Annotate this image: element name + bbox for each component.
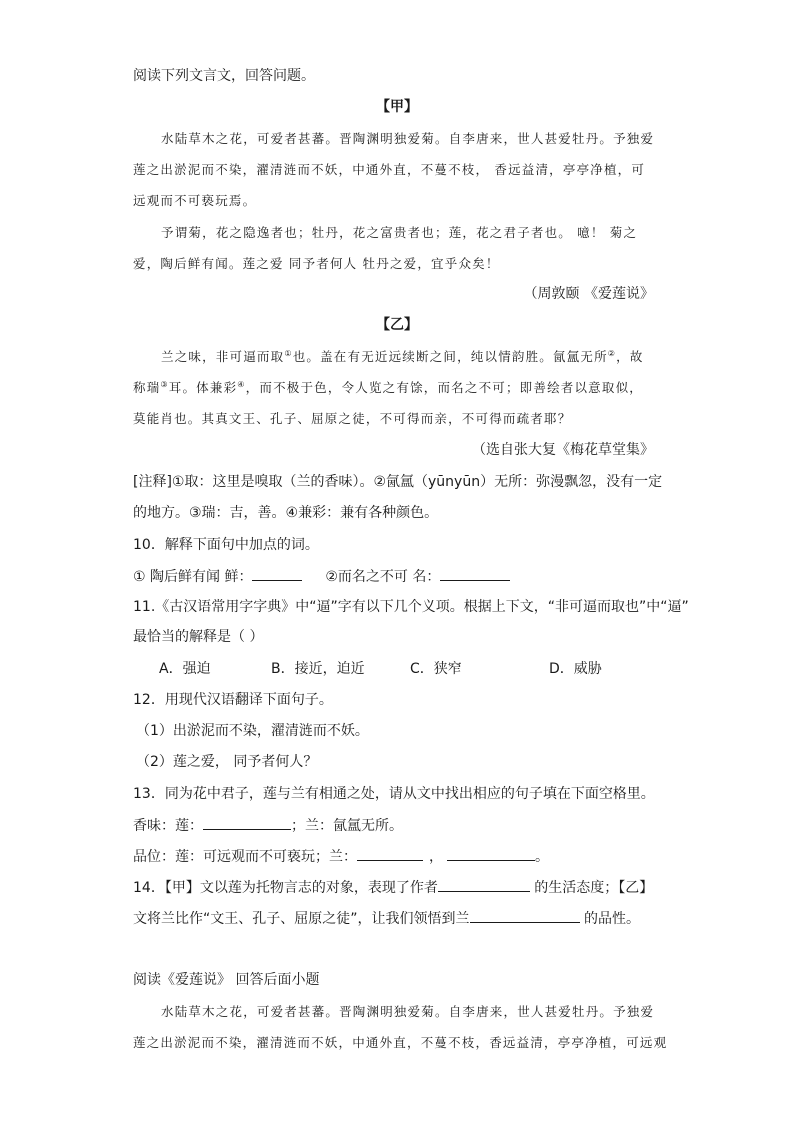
- section-heading-yi: 【乙】: [376, 317, 418, 333]
- q14-answer-blank-2[interactable]: [470, 908, 580, 923]
- q14-line-1-text-b: 的生活态度；【乙】: [529, 880, 654, 896]
- reading-instruction-2: 阅读《爱莲说》 回答后面小题: [133, 972, 320, 988]
- question-12-item-2: （2）莲之爱， 同予者何人？: [136, 754, 318, 770]
- passage-2-line-1: 水陆草木之花，可爱者甚蕃。晋陶渊明独爱菊。自李唐来，世人甚爱牡丹。予独爱: [161, 1004, 655, 1019]
- jia-paragraph-1-line-1: 水陆草木之花，可爱者甚蕃。晋陶渊明独爱菊。自李唐来，世人甚爱牡丹。予独爱: [161, 131, 655, 146]
- yi-line-2-text-a: 称瑞: [133, 380, 161, 395]
- q13-answer-blank-orchid-2[interactable]: [447, 846, 535, 861]
- q13-answer-blank-lotus-fragrance[interactable]: [203, 815, 291, 830]
- jia-paragraph-1-line-3: 远观而不可亵玩焉。: [133, 193, 257, 208]
- jia-paragraph-2-line-1: 予谓菊，花之隐逸者也；牡丹，花之富贵者也；莲，花之君子者也。 噫！ 菊之: [161, 225, 638, 240]
- q14-line-1-text-a: 14．【甲】文以莲为托物言志的对象，表现了作者: [133, 880, 438, 896]
- yi-line-1-text-b: 也。盖在有无近远续断之间，纯以情韵胜。氤氲无所: [292, 349, 608, 364]
- question-10: 10．解释下面句中加点的词。: [133, 537, 319, 553]
- question-14-line-1: [133, 877, 653, 898]
- q11-option-a[interactable]: A．强迫: [159, 661, 211, 677]
- note-marker-1: ①: [284, 348, 293, 358]
- yi-line-1: [161, 347, 644, 367]
- q14-answer-blank-1[interactable]: [438, 877, 530, 892]
- q13-comma: ，: [429, 849, 443, 865]
- question-12-item-1: （1）出淤泥而不染，濯清涟而不妖。: [136, 723, 369, 739]
- question-12: 12．用现代汉语翻译下面句子。: [133, 692, 333, 708]
- passage-2-line-2: 莲之出淤泥而不染，濯清涟而不妖，中通外直，不蔓不枝，香远益清，亭亭净植，可远观: [133, 1035, 668, 1050]
- q11-option-d[interactable]: D．威胁: [549, 661, 602, 677]
- question-11-line-2: 最恰当的解释是（ ）: [133, 629, 264, 645]
- yi-source: （选自张大复《梅花草堂集》: [472, 442, 654, 458]
- q13-character-label: 品位：莲：可远观而不可亵玩；兰：: [133, 849, 357, 865]
- q13-period: 。: [535, 849, 549, 865]
- yi-line-2-text-b: 耳。体兼彩: [168, 380, 238, 395]
- note-marker-2: ②: [607, 348, 617, 358]
- q10-answer-blank-b[interactable]: [440, 566, 510, 581]
- q11-option-c[interactable]: C．狭窄: [410, 661, 462, 677]
- yi-line-2: [133, 378, 643, 398]
- jia-paragraph-2-line-2: 爱，陶后鲜有闻。莲之爱 同予者何人 牡丹之爱，宜乎众矣！: [133, 256, 500, 271]
- q13-answer-blank-orchid-1[interactable]: [357, 846, 423, 861]
- q10-item-a: ① 陶后鲜有闻 鲜：: [133, 569, 253, 585]
- yi-line-1-text-a: 兰之味，非可逼而取: [161, 349, 285, 364]
- reading-instruction: 阅读下列文言文，回答问题。: [133, 68, 315, 84]
- section-heading-jia: 【甲】: [376, 99, 418, 115]
- notes-line-2: 的地方。③瑞：吉，善。④兼彩：兼有各种颜色。: [133, 505, 439, 521]
- question-13: 13．同为花中君子，莲与兰有相通之处，请从文中找出相应的句子填在下面空格里。: [133, 786, 655, 802]
- q14-line-2-text-b: 的品性。: [579, 911, 640, 927]
- yi-line-1-text-c: ，故: [616, 349, 644, 364]
- jia-paragraph-1-line-2: 莲之出淤泥而不染，濯清涟而不妖，中通外直，不蔓不枝， 香远益清，亭亭净植，可: [133, 162, 646, 177]
- question-11-line-1: 11.《古汉语常用字字典》中“逼”字有以下几个义项。根据上下文，“非可逼而取也”中“逼”: [133, 599, 689, 615]
- q13-fragrance-label: 香味：莲：: [133, 818, 203, 834]
- q14-line-2-text-a: 文将兰比作“文王、孔子、屈原之徒”，让我们领悟到兰: [133, 911, 470, 927]
- question-13-character: [133, 846, 549, 867]
- question-13-fragrance: [133, 815, 403, 836]
- question-10-items: [133, 566, 510, 587]
- q10-item-b: ②而名之不可 名：: [325, 569, 441, 585]
- q11-option-b[interactable]: B．接近，迫近: [271, 661, 365, 677]
- yi-line-3: 莫能肖也。其真文王、孔子、屈原之徒，不可得而亲，不可得而疏者耶？: [133, 411, 572, 426]
- yi-line-2-text-c: ，而不极于色，令人览之有馀，而名之不可；即善绘者以意取似，: [245, 380, 643, 395]
- note-marker-3: ③: [160, 379, 169, 389]
- jia-source: （周敦颐 《爱莲说》: [523, 286, 654, 302]
- notes-line-1: [注释]①取：这里是嗅取（兰的香味）。②氤氲（yūnyūn）无所：弥漫飘忽，没有一定: [133, 474, 663, 490]
- note-marker-4: ④: [237, 379, 246, 389]
- q10-answer-blank-a[interactable]: [252, 566, 302, 581]
- question-14-line-2: [133, 908, 640, 929]
- q13-fragrance-orchid: ；兰：氤氲无所。: [291, 818, 403, 834]
